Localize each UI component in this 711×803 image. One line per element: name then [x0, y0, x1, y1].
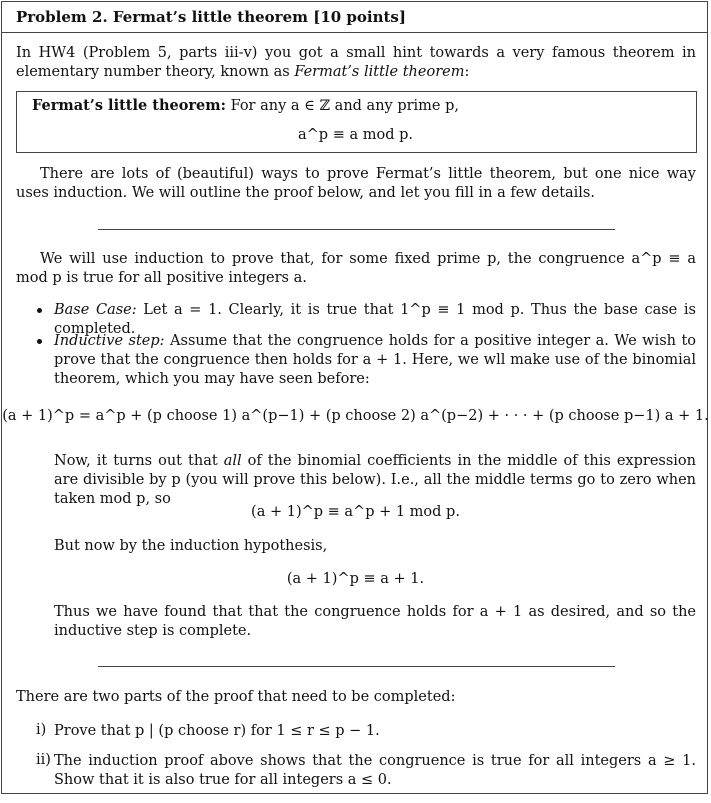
- section-divider-2: [98, 666, 615, 667]
- title-divider: [2, 32, 707, 33]
- parts-intro: There are two parts of the proof that need to be completed:: [16, 689, 456, 705]
- hypothesis-line: But now by the induction hypothesis,: [54, 538, 328, 554]
- bullet-base-case: [37, 308, 42, 313]
- congruence-a-plus-1: (a + 1)^p ≡ a + 1.: [286, 571, 425, 587]
- problem-title: Problem 2. Fermat’s little theorem [10 points]: [16, 8, 406, 26]
- base-case-item: Base Case: Let a = 1. Clearly, it is true that 1^p ≡ 1 mod p. Thus the base case is completed.: [54, 302, 696, 337]
- part-marker: ii): [36, 752, 51, 768]
- inductive-step-item: Inductive step: Assume that the congruence holds for a positive integer a. We wish to prove that the congruence then holds for a + 1. Here, we wll make use of the binomial theorem, which you may have seen before:: [54, 333, 697, 387]
- theorem-formula: a^p ≡ a mod p.: [298, 127, 413, 143]
- theorem-statement: Fermat’s little theorem: For any a ∈ ℤ and any prime p,: [32, 97, 460, 114]
- part-marker: i): [36, 722, 47, 738]
- induction-intro-paragraph: We will use induction to prove that, for some fixed prime p, the congruence a^p ≡ a mod p is true for all positive integers a.: [16, 251, 696, 286]
- bullet-inductive-step: [37, 339, 42, 344]
- divisibility-paragraph: Now, it turns out that all of the binomial coefficients in the middle of this expression are divisible by p (you will prove this below). I.e., all the middle terms go to zero when taken mod p, so: [54, 453, 696, 507]
- binomial-expansion: (a + 1)^p = a^p + (p choose 1) a^(p−1) + (p choose 2) a^(p−2) + · · · + (p choose p−1) a + 1.: [2, 408, 709, 424]
- part-i-text: Prove that p | (p choose r) for 1 ≤ r ≤ p − 1.: [54, 723, 380, 739]
- outline-paragraph: There are lots of (beautiful) ways to prove Fermat’s little theorem, but one nice way uses induction. We will outline the proof below, and let you fill in a few details.: [16, 166, 696, 201]
- section-divider-1: [98, 229, 615, 230]
- conclusion-paragraph: Thus we have found that that the congruence holds for a + 1 as desired, and so the inductive step is complete.: [54, 604, 696, 639]
- part-ii-text: The induction proof above shows that the congruence is true for all integers a ≥ 1. Show that it is also true for all integers a ≤ 0.: [54, 753, 696, 788]
- theorem-label: Fermat’s little theorem:: [32, 97, 226, 114]
- intro-paragraph: In HW4 (Problem 5, parts iii-v) you got a small hint towards a very famous theorem in elementary number theory, known as Fermat’s little theorem:: [16, 45, 696, 80]
- congruence-mod-p: (a + 1)^p ≡ a^p + 1 mod p.: [251, 504, 460, 520]
